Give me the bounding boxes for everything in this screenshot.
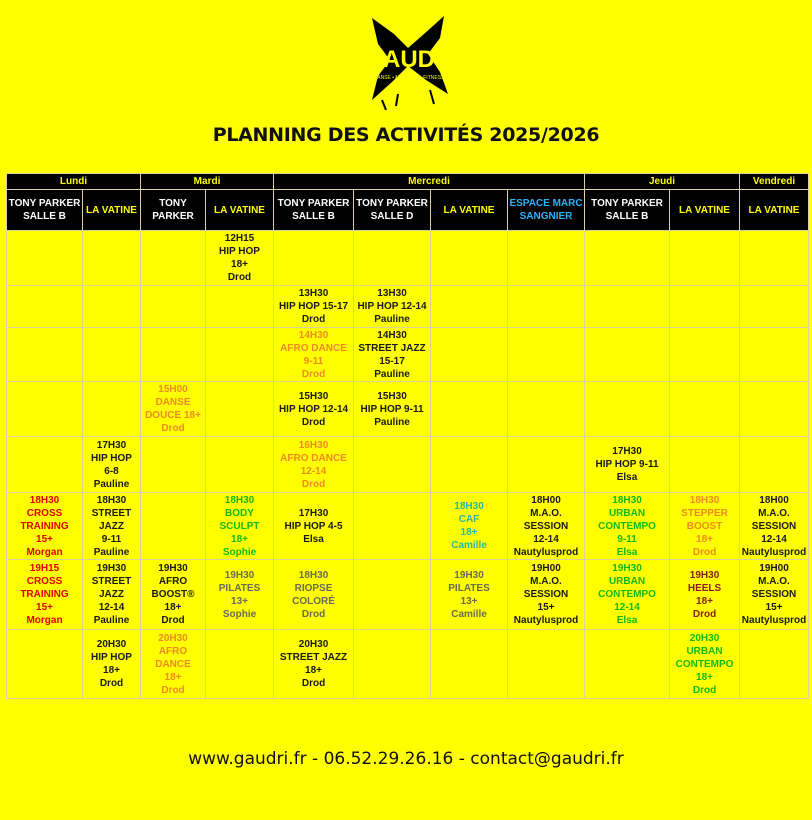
class-line: JAZZ [99, 589, 124, 600]
location-header: LA VATINE [670, 190, 740, 231]
schedule-cell [141, 231, 206, 286]
class-line: AFRO DANCE [280, 342, 347, 354]
schedule-cell [206, 231, 274, 286]
class-line: 18H30 [224, 494, 255, 506]
schedule-cell [141, 560, 206, 630]
location-header: ESPACE MARC SANGNIER [508, 190, 585, 231]
schedule-cell [206, 493, 274, 560]
class-line: Elsa [616, 615, 638, 626]
class-line: 18H30 [96, 494, 127, 506]
class-line: 15+ [36, 533, 53, 545]
class-line: 18+ [231, 533, 248, 545]
class-line: 9-11 [617, 533, 637, 545]
class-line: CROSS [26, 507, 63, 519]
class-line: 18+ [164, 671, 182, 683]
class-line: 9-11 [303, 355, 324, 367]
class-line: 17H30 [298, 507, 329, 519]
schedule-cell [274, 286, 354, 328]
class-line: 12-14 [614, 602, 640, 613]
class-line: 19H00 [531, 563, 561, 574]
class-line: 20H30 [689, 632, 720, 644]
class-line: 13H30 [377, 288, 407, 299]
location-header: LA VATINE [740, 190, 809, 231]
schedule-cell [7, 286, 83, 328]
class-line: HIP HOP 15-17 [278, 301, 349, 312]
class-line: 18H30 [29, 494, 60, 506]
class-line: PILATES [448, 582, 490, 594]
page-title: PLANNING DES ACTIVITÉS 2025/2026 [212, 124, 600, 146]
class-line: 17H30 [96, 439, 127, 451]
schedule-cell [740, 560, 809, 630]
schedule-cell [274, 493, 354, 560]
class-line: Pauline [374, 314, 410, 325]
class-line: Nautylusprod [741, 546, 807, 558]
schedule-cell [354, 382, 431, 437]
class-line: 18+ [103, 665, 120, 676]
class-line: 18H30 [454, 501, 484, 512]
class-line: SCULPT [219, 520, 260, 532]
schedule-row [7, 630, 809, 699]
class-line: Morgan [26, 546, 63, 558]
schedule-cell [431, 437, 508, 493]
schedule-cell [354, 231, 431, 286]
schedule-cell [206, 437, 274, 493]
class-line: 15+ [765, 602, 783, 613]
class-line: Drod [99, 678, 124, 689]
schedule-cell [585, 286, 670, 328]
class-line: 18+ [305, 665, 322, 676]
class-line: M.A.O. SESSION [523, 507, 569, 532]
class-line: HIP HOP 12-14 [278, 403, 349, 415]
class-line: CONTEMPO [598, 589, 656, 600]
class-line: 18H30 [298, 569, 329, 581]
schedule-cell [585, 630, 670, 699]
schedule-cell [274, 328, 354, 382]
schedule-cell [206, 382, 274, 437]
class-line: Elsa [303, 533, 324, 545]
class-line: TRAINING [20, 589, 69, 600]
schedule-cell [7, 382, 83, 437]
schedule-cell [83, 286, 141, 328]
class-line: 19H30 [158, 563, 188, 574]
schedule-cell [7, 630, 83, 699]
schedule-cell [740, 437, 809, 493]
schedule-cell [274, 560, 354, 630]
class-line: 12-14 [300, 465, 327, 477]
schedule-cell [740, 493, 809, 560]
class-line: STREET [91, 507, 132, 519]
schedule-cell [740, 231, 809, 286]
class-line: JAZZ [99, 520, 124, 532]
schedule-cell [670, 328, 740, 382]
schedule-table [6, 173, 809, 699]
class-line: Drod [301, 368, 326, 380]
class-line: BOOST® [151, 589, 195, 600]
schedule-cell [83, 560, 141, 630]
class-line: CAF [458, 514, 480, 525]
class-line: 18+ [696, 671, 713, 683]
class-line: M.A.O. [758, 576, 790, 587]
schedule-cell [508, 286, 585, 328]
schedule-cell [431, 493, 508, 560]
schedule-cell [141, 382, 206, 437]
day-monday: Lundi [7, 174, 141, 190]
day-header-row [7, 174, 809, 190]
schedule-cell [274, 630, 354, 699]
class-line: AFRO DANCE [280, 452, 347, 464]
schedule-cell [740, 382, 809, 437]
schedule-row [7, 286, 809, 328]
schedule-cell [431, 382, 508, 437]
schedule-cell [585, 560, 670, 630]
class-line: HIP HOP 9-11 [595, 459, 659, 470]
schedule-cell [354, 560, 431, 630]
schedule-cell [431, 560, 508, 630]
class-line: 9-11 [101, 533, 122, 545]
schedule-cell [670, 286, 740, 328]
class-line: Pauline [93, 546, 130, 558]
class-line: Nautylusprod [741, 615, 807, 626]
class-line: HIP HOP [91, 452, 132, 464]
class-line: Drod [301, 678, 326, 689]
class-line: 18+ [696, 595, 713, 607]
class-line: HIP HOP 9-11 [360, 403, 424, 415]
location-header: LA VATINE [83, 190, 141, 231]
class-line: Elsa [616, 546, 638, 558]
schedule-cell [670, 437, 740, 493]
class-line: 12H15 [224, 233, 255, 244]
schedule-cell [141, 630, 206, 699]
class-line: 14H30 [377, 329, 407, 341]
class-line: URBAN [608, 576, 646, 587]
schedule-cell [508, 437, 585, 493]
class-line: M.A.O. [530, 576, 562, 587]
class-line: 15H00 [158, 384, 188, 395]
schedule-cell [7, 231, 83, 286]
schedule-cell [585, 493, 670, 560]
schedule-cell [141, 493, 206, 560]
class-line: 18+ [164, 602, 182, 613]
schedule-row [7, 328, 809, 382]
class-line: Sophie [222, 546, 257, 558]
class-line: 6-8 [104, 465, 119, 477]
class-line: URBAN [686, 645, 723, 657]
logo-tagline: DANSE • MUSIQUE • FITNESS [373, 75, 445, 81]
class-line: Drod [301, 478, 326, 490]
schedule-cell [740, 328, 809, 382]
class-line: BOOST [686, 520, 723, 532]
schedule-cell [206, 560, 274, 630]
contact-footer: www.gaudri.fr - 06.52.29.26.16 - contact@gaudri.fr [188, 749, 624, 769]
location-header: LA VATINE [206, 190, 274, 231]
class-line: 13+ [231, 595, 248, 607]
class-line: 20H30 [298, 639, 329, 650]
class-line: 12-14 [761, 533, 787, 545]
class-line: 20H30 [158, 632, 188, 644]
schedule-cell [670, 630, 740, 699]
class-line: 15H30 [377, 390, 407, 402]
schedule-cell [670, 560, 740, 630]
schedule-cell [670, 231, 740, 286]
class-line: 17H30 [612, 446, 642, 457]
schedule-cell [83, 493, 141, 560]
class-line: URBAN [608, 507, 646, 519]
day-friday: Vendredi [740, 174, 809, 190]
schedule-cell [670, 382, 740, 437]
location-header: TONY PARKER [141, 190, 206, 231]
schedule-cell [508, 630, 585, 699]
class-line: Pauline [374, 368, 410, 380]
schedule-cell [206, 286, 274, 328]
day-wednesday: Mercredi [274, 174, 585, 190]
class-line: 18H30 [689, 494, 720, 506]
schedule-cell [206, 328, 274, 382]
class-line: COLORÉ [292, 595, 335, 607]
schedule-cell [431, 630, 508, 699]
class-line: 19H30 [612, 563, 642, 574]
class-line: 19H15 [29, 563, 60, 574]
class-line: 13+ [460, 595, 478, 607]
class-line: HIP HOP 12-14 [357, 301, 427, 312]
schedule-cell [354, 630, 431, 699]
class-line: Nautylusprod [513, 546, 579, 558]
class-line: DANSE [155, 397, 191, 408]
class-line: STEPPER [681, 507, 728, 519]
schedule-cell [585, 382, 670, 437]
location-header: TONY PARKER SALLE B [274, 190, 354, 231]
schedule-cell [274, 231, 354, 286]
class-line: 19H30 [224, 569, 255, 581]
schedule-cell [431, 286, 508, 328]
class-line: Drod [161, 423, 185, 434]
schedule-cell [83, 328, 141, 382]
schedule-cell [585, 437, 670, 493]
class-line: 12-14 [533, 533, 559, 545]
class-line: 12-14 [98, 602, 125, 613]
schedule-row [7, 493, 809, 560]
class-line: CONTEMPO [598, 520, 656, 532]
class-line: TRAINING [20, 520, 69, 532]
class-line: Drod [161, 615, 185, 626]
schedule-cell [508, 328, 585, 382]
class-line: STREET JAZZ [358, 342, 426, 354]
class-line: 19H30 [96, 563, 127, 574]
schedule-cell [354, 286, 431, 328]
class-line: 15+ [537, 602, 555, 613]
class-line: Drod [301, 608, 326, 620]
class-line: 18+ [231, 259, 248, 270]
class-line: Pauline [93, 615, 130, 626]
schedule-cell [274, 437, 354, 493]
class-line: 16H30 [298, 439, 329, 451]
class-line: Drod [301, 314, 326, 325]
schedule-row [7, 437, 809, 493]
class-line: Drod [692, 684, 717, 696]
class-line: 19H00 [759, 563, 789, 574]
class-line: SESSION [751, 589, 797, 600]
schedule-cell [83, 382, 141, 437]
schedule-cell [206, 630, 274, 699]
schedule-cell [431, 231, 508, 286]
class-line: 18+ [460, 527, 478, 538]
location-header: TONY PARKER SALLE D [354, 190, 431, 231]
schedule-cell [740, 286, 809, 328]
class-line: HIP HOP [91, 652, 132, 663]
location-header: TONY PARKER SALLE B [7, 190, 83, 231]
schedule-cell [585, 328, 670, 382]
class-line: Drod [301, 416, 326, 428]
day-tuesday: Mardi [141, 174, 274, 190]
schedule-cell [740, 630, 809, 699]
class-line: SESSION [523, 589, 569, 600]
class-line: CONTEMPO [675, 658, 734, 670]
schedule-cell [274, 382, 354, 437]
class-line: Drod [227, 272, 252, 283]
schedule-cell [354, 493, 431, 560]
class-line: CROSS [26, 576, 63, 587]
class-line: AFRO [158, 645, 188, 657]
class-line: HEELS [687, 582, 722, 594]
schedule-cell [585, 231, 670, 286]
schedule-cell [508, 231, 585, 286]
day-thursday: Jeudi [585, 174, 740, 190]
class-line: 13H30 [298, 288, 329, 299]
class-line: Camille [451, 608, 487, 620]
schedule-cell [141, 328, 206, 382]
class-line: 18H30 [612, 494, 642, 506]
schedule-cell [141, 286, 206, 328]
class-line: M.A.O. [758, 507, 790, 519]
class-line: Elsa [616, 472, 638, 483]
schedule-cell [670, 493, 740, 560]
class-line: Sophie [222, 608, 257, 620]
class-line: RIOPSE [294, 582, 333, 594]
class-line: PILATES [218, 582, 261, 594]
class-line: 18+ [696, 533, 713, 545]
class-line: 14H30 [298, 329, 329, 341]
class-line: DOUCE 18+ [145, 410, 201, 421]
class-line: DANCE [155, 658, 191, 670]
schedule-row [7, 382, 809, 437]
schedule-cell [7, 437, 83, 493]
schedule-cell [83, 630, 141, 699]
class-line: HIP HOP [219, 246, 260, 257]
class-line: BODY [225, 507, 254, 519]
schedule-cell [7, 493, 83, 560]
class-line: Camille [451, 540, 487, 551]
class-line: HIP HOP 4-5 [284, 520, 343, 532]
class-line: 15-17 [379, 355, 405, 367]
brand-logo [368, 14, 450, 110]
class-line: SESSION [751, 520, 797, 532]
class-line: Drod [692, 546, 717, 558]
class-line: Pauline [93, 478, 130, 490]
class-line: Drod [161, 684, 185, 696]
schedule-cell [7, 328, 83, 382]
class-line: AFRO [158, 576, 188, 587]
location-header-row [7, 190, 809, 231]
schedule-cell [83, 231, 141, 286]
schedule-row [7, 231, 809, 286]
class-line: 19H30 [454, 569, 484, 581]
schedule-cell [508, 560, 585, 630]
schedule-row [7, 560, 809, 630]
logo-wordmark: AUD [383, 46, 435, 73]
schedule-cell [83, 437, 141, 493]
schedule-cell [508, 493, 585, 560]
schedule-cell [141, 437, 206, 493]
schedule-cell [7, 560, 83, 630]
class-line: STREET JAZZ [279, 652, 348, 663]
class-line: 15H30 [298, 390, 329, 402]
class-line: 20H30 [96, 639, 127, 650]
class-line: Nautylusprod [513, 615, 579, 626]
class-line: Morgan [26, 615, 63, 626]
class-line: 19H30 [689, 569, 720, 581]
class-line: STREET [91, 576, 132, 587]
schedule-cell [431, 328, 508, 382]
class-line: Pauline [374, 416, 410, 428]
class-line: 18H00 [759, 494, 789, 506]
schedule-cell [354, 437, 431, 493]
schedule-cell [354, 328, 431, 382]
location-header: TONY PARKER SALLE B [585, 190, 670, 231]
class-line: 15+ [36, 602, 53, 613]
class-line: Drod [692, 608, 717, 620]
schedule-cell [508, 382, 585, 437]
location-header: LA VATINE [431, 190, 508, 231]
class-line: 18H00 [531, 494, 561, 506]
